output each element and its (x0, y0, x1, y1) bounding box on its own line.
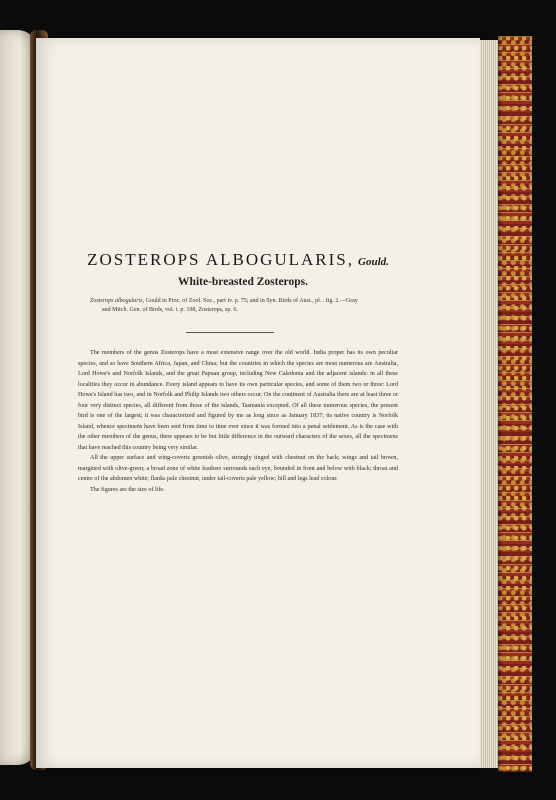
synonymy-line-2 (90, 306, 398, 315)
species-authority: Gould. (358, 256, 389, 268)
synonymy-species: Zosterops albogularis, (90, 298, 145, 304)
synonymy-block (90, 297, 398, 315)
species-name: ZOSTEROPS ALBOGULARIS, (87, 250, 355, 269)
decorated-fore-edge (498, 36, 532, 772)
body-paragraph-2: All the upper surface and wing-coverts greenish olive, strongly tinged with chestnut on the back; wings and tail brown, margined with olive-green; a broad zone of white feathers surrounds each eye, bounded in front and below with black; throat and centre of the abdomen white; flanks pale chestnut, under tail-coverts pale yellow; bill and legs lead colour. (78, 455, 398, 482)
body-text (78, 348, 398, 495)
plate-title (78, 250, 398, 270)
synonymy-reference-2: and Mitch. Gen. of Birds, vol. i. p. 198, Zosterops, sp. 6. (102, 307, 238, 313)
synonymy-line-1 (90, 297, 398, 306)
common-name: White-breasted Zosterops. (178, 276, 308, 288)
page-stack-edge (480, 40, 498, 768)
body-paragraph-3: The figures are the size of life. (90, 486, 165, 493)
synonymy-reference-1: Gould in Proc. of Zool. Soc., part iv. p. 75; and in Syn. Birds of Aust., pl. . fig. 2.—Gray (145, 298, 358, 304)
section-divider (186, 332, 274, 333)
body-paragraph-1: The members of the genus Zosterops have a most extensive range over the old world. India proper has its own peculiar species, and so have Southern Africa, Japan, and China; but the countries in which the species are most numerous are Australia, Lord Howe's and Norfolk Islands, and the great Papuan group, including New Caledonia and the adjacent islands: in all these localities they occur in abundance. Every island appears to have its own particular species, and some of them two or three: Lord Howe's Island has two, and in Norfolk and Philip Islands two others occur. On the continent of Australia there are at least three or four very distinct species, all different from those of the islands, Tasmania excepted. Of all these numerous species, the present bird is one of the largest; it was characterized and figured by me as long since as January 1837; its native country is Norfolk Island, whence specimens have been sent from time to time ever since it was formed into a penal settlement. As is the case with the other members of the genus, there appears to be but little difference in the outward characters of the sexes, all the specimens that have reached this country being very similar. (78, 350, 398, 451)
